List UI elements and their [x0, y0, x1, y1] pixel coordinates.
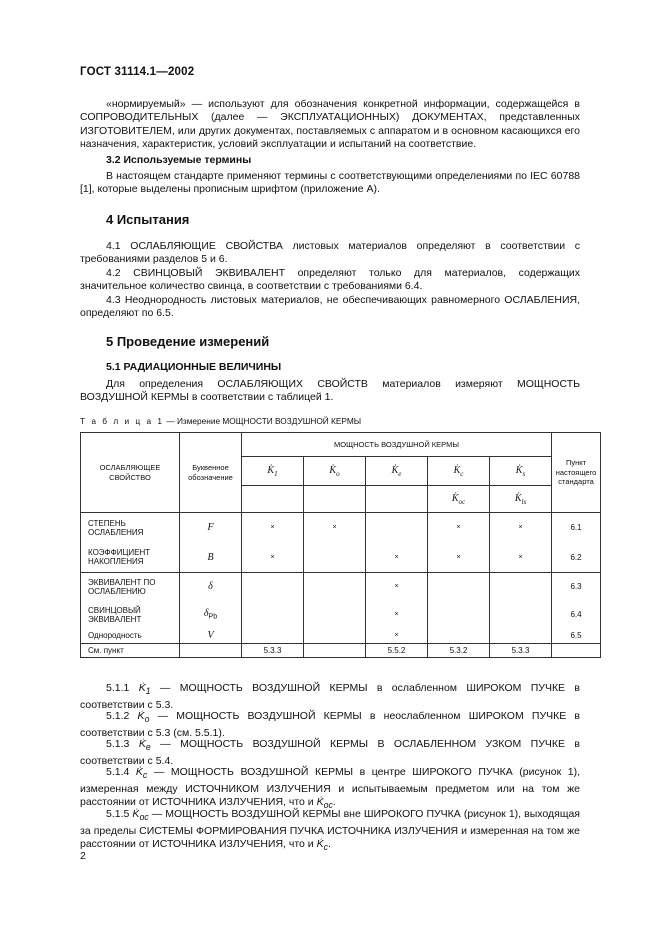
cell-mark	[304, 629, 366, 644]
symbol-ko: $K_o$	[137, 710, 150, 725]
header-kerma-group: МОЩНОСТЬ ВОЗДУШНОЙ КЕРМЫ	[242, 433, 552, 457]
cell-mark	[428, 573, 490, 601]
cell-mark	[490, 629, 552, 644]
header-k-col-1: $K_o$	[304, 457, 366, 486]
cell-mark: ×	[428, 513, 490, 543]
cell-clause: 6.1	[552, 513, 601, 543]
cell-footer-ref: 5.3.2	[428, 644, 490, 658]
definition-5-1-2: 5.1.2 $K_o$ — МОЩНОСТЬ ВОЗДУШНОЙ КЕРМЫ в неослабленном ШИРОКОМ ПУЧКЕ в соответствии с 5.3 (см. 5.5.1).	[80, 710, 580, 739]
cell-mark	[490, 601, 552, 629]
table-row	[81, 601, 601, 629]
symbol-ke: $K_e$	[138, 738, 151, 753]
intro-paragraph: «нормируемый» — используют для обозначения конкретной информации, содержащейся в СОПРОВОДИТЕЛЬНЫХ (далее — ЭКСПЛУАТАЦИОННЫХ) ДОКУМЕНТАХ, представленных ИЗГОТОВИТЕЛЕМ, или других документах, поставляемых с аппаратом и в основном касающихся его назначения, характеристик, условий эксплуатации и испытаний на соответствие.	[80, 98, 580, 151]
section-3-2-heading: 3.2 Используемые термины	[106, 154, 252, 166]
header-property: ОСЛАБЛЯЮЩЕЕ СВОЙСТВО	[81, 433, 180, 513]
cell-property: КОЭФФИЦИЕНТ НАКОПЛЕНИЯ	[81, 543, 180, 573]
table-caption	[80, 416, 361, 426]
cell-footer-label: См. пункт	[81, 644, 180, 658]
cell-property: Однородность	[81, 629, 180, 644]
kerma-table	[80, 432, 597, 658]
table-caption-prefix: Т а б л и ц а 1	[80, 416, 165, 426]
cell-mark: ×	[242, 543, 304, 573]
cell-symbol: F	[180, 513, 242, 543]
section-4-heading: 4 Испытания	[106, 212, 190, 227]
definition-5-1-5: 5.1.5 $K_{oc}$ — МОЩНОСТЬ ВОЗДУШНОЙ КЕРМЫ вне ШИРОКОГО ПУЧКА (рисунок 1), выходящая за пределы СИСТЕМЫ ФОРМИРОВАНИЯ ПУЧКА ИСТОЧНИКА ИЗЛУЧЕНИЯ и измеренная на том же расстоянии от ИСТОЧНИКА ИЗЛУЧЕНИЯ, что и $K_c$.	[80, 808, 580, 852]
cell-symbol: B	[180, 543, 242, 573]
table-row	[81, 629, 601, 644]
section-3-2-text: В настоящем стандарте применяют термины с соответствующими определениями по IEC 60788 [1], которые выделены прописным шрифтом (приложение А).	[80, 170, 580, 196]
cell-clause: 6.4	[552, 601, 601, 629]
header-clause: Пункт настоящего стандарта	[552, 433, 601, 513]
section-5-1-text: Для определения ОСЛАБЛЯЮЩИХ СВОЙСТВ материалов измеряют МОЩНОСТЬ ВОЗДУШНОЙ КЕРМЫ в соответствии с таблицей 1.	[80, 378, 580, 404]
header-k-col-4: $K_s$	[490, 457, 552, 486]
section-5-heading: 5 Проведение измерений	[106, 334, 270, 349]
definition-5-1-3: 5.1.3 $K_e$ — МОЩНОСТЬ ВОЗДУШНОЙ КЕРМЫ В ОСЛАБЛЕННОМ УЗКОМ ПУЧКЕ в соответствии с 5.4.	[80, 738, 581, 767]
definition-5-1-1: 5.1.1 $K_1$ — МОЩНОСТЬ ВОЗДУШНОЙ КЕРМЫ в ослабленном ШИРОКОМ ПУЧКЕ в соответствии с 5.3.	[80, 682, 580, 711]
header-k-col-3: $K_c$	[428, 457, 490, 486]
header-k-lower-2	[366, 486, 428, 513]
cell-property: ЭКВИВАЛЕНТ ПО ОСЛАБЛЕНИЮ	[81, 573, 180, 601]
cell-footer-ref: 5.3.3	[490, 644, 552, 658]
cell-mark: ×	[366, 543, 428, 573]
cell-clause: 6.3	[552, 573, 601, 601]
table-row	[81, 543, 601, 573]
symbol-k1: $K_1$	[138, 682, 151, 697]
cell-mark	[366, 513, 428, 543]
cell-mark: ×	[428, 543, 490, 573]
cell-mark	[428, 601, 490, 629]
cell-mark: ×	[366, 601, 428, 629]
document-header: ГОСТ 31114.1—2002	[80, 66, 195, 78]
cell-mark	[304, 601, 366, 629]
page-number: 2	[80, 850, 86, 862]
cell-mark	[428, 629, 490, 644]
cell-mark	[304, 573, 366, 601]
cell-symbol: $\delta_{Pb}$	[180, 601, 242, 629]
cell-mark	[490, 573, 552, 601]
cell-property: СВИНЦОВЫЙ ЭКВИВАЛЕНТ	[81, 601, 180, 629]
cell-mark: ×	[304, 513, 366, 543]
header-symbol: Буквенное обозначение	[180, 433, 242, 513]
cell-mark: ×	[366, 629, 428, 644]
header-k-lower-1	[304, 486, 366, 513]
cell-property: СТЕПЕНЬ ОСЛАБЛЕНИЯ	[81, 513, 180, 543]
table-caption-text: — Измерение МОЩНОСТИ ВОЗДУШНОЙ КЕРМЫ	[164, 416, 362, 426]
cell-mark: ×	[490, 543, 552, 573]
cell-symbol: V	[180, 629, 242, 644]
symbol-kc: $K_c$	[135, 766, 148, 781]
section-5-1-heading: 5.1 РАДИАЦИОННЫЕ ВЕЛИЧИНЫ	[106, 361, 282, 373]
cell-mark	[304, 543, 366, 573]
header-k-lower-0	[242, 486, 304, 513]
cell-footer-ref: 5.5.2	[366, 644, 428, 658]
section-4-2-text: 4.2 СВИНЦОВЫЙ ЭКВИВАЛЕНТ определяют только для материалов, содержащих значительное количество свинца, в соответствии с требованиями 6.4.	[80, 267, 580, 293]
cell-symbol: δ	[180, 573, 242, 601]
cell-mark	[242, 629, 304, 644]
table-footer-row	[81, 644, 601, 658]
cell-footer-ref: 5.3.3	[242, 644, 304, 658]
cell-footer-ref	[304, 644, 366, 658]
cell-mark: ×	[366, 573, 428, 601]
header-k-col-0: $K_1$	[242, 457, 304, 486]
table-row	[81, 573, 601, 601]
definition-5-1-4: 5.1.4 $K_c$ — МОЩНОСТЬ ВОЗДУШНОЙ КЕРМЫ в центре ШИРОКОГО ПУЧКА (рисунок 1), измеренная между ИСТОЧНИКОМ ИЗЛУЧЕНИЯ и испытываемым предметом или на том же расстоянии от ИСТОЧНИКА ИЗЛУЧЕНИЯ, что и $K_{oc}$.	[80, 766, 580, 810]
cell-mark: ×	[490, 513, 552, 543]
cell-mark	[242, 573, 304, 601]
cell-clause: 6.5	[552, 629, 601, 644]
cell-mark: ×	[242, 513, 304, 543]
header-k-col-2: $K_e$	[366, 457, 428, 486]
table-row	[81, 513, 601, 543]
header-k-lower-3: $K_{oc}$	[428, 486, 490, 513]
cell-mark	[242, 601, 304, 629]
symbol-koc: $K_{oc}$	[132, 808, 149, 823]
header-k-lower-4: $K_{ls}$	[490, 486, 552, 513]
cell-clause: 6.2	[552, 543, 601, 573]
section-4-1-text: 4.1 ОСЛАБЛЯЮЩИЕ СВОЙСТВА листовых материалов определяют в соответствии с требованиями разделов 5 и 6.	[80, 240, 580, 266]
section-4-3-text: 4.3 Неоднородность листовых материалов, не обеспечивающих равномерного ОСЛАБЛЕНИЯ, определяют по 6.5.	[80, 294, 580, 320]
